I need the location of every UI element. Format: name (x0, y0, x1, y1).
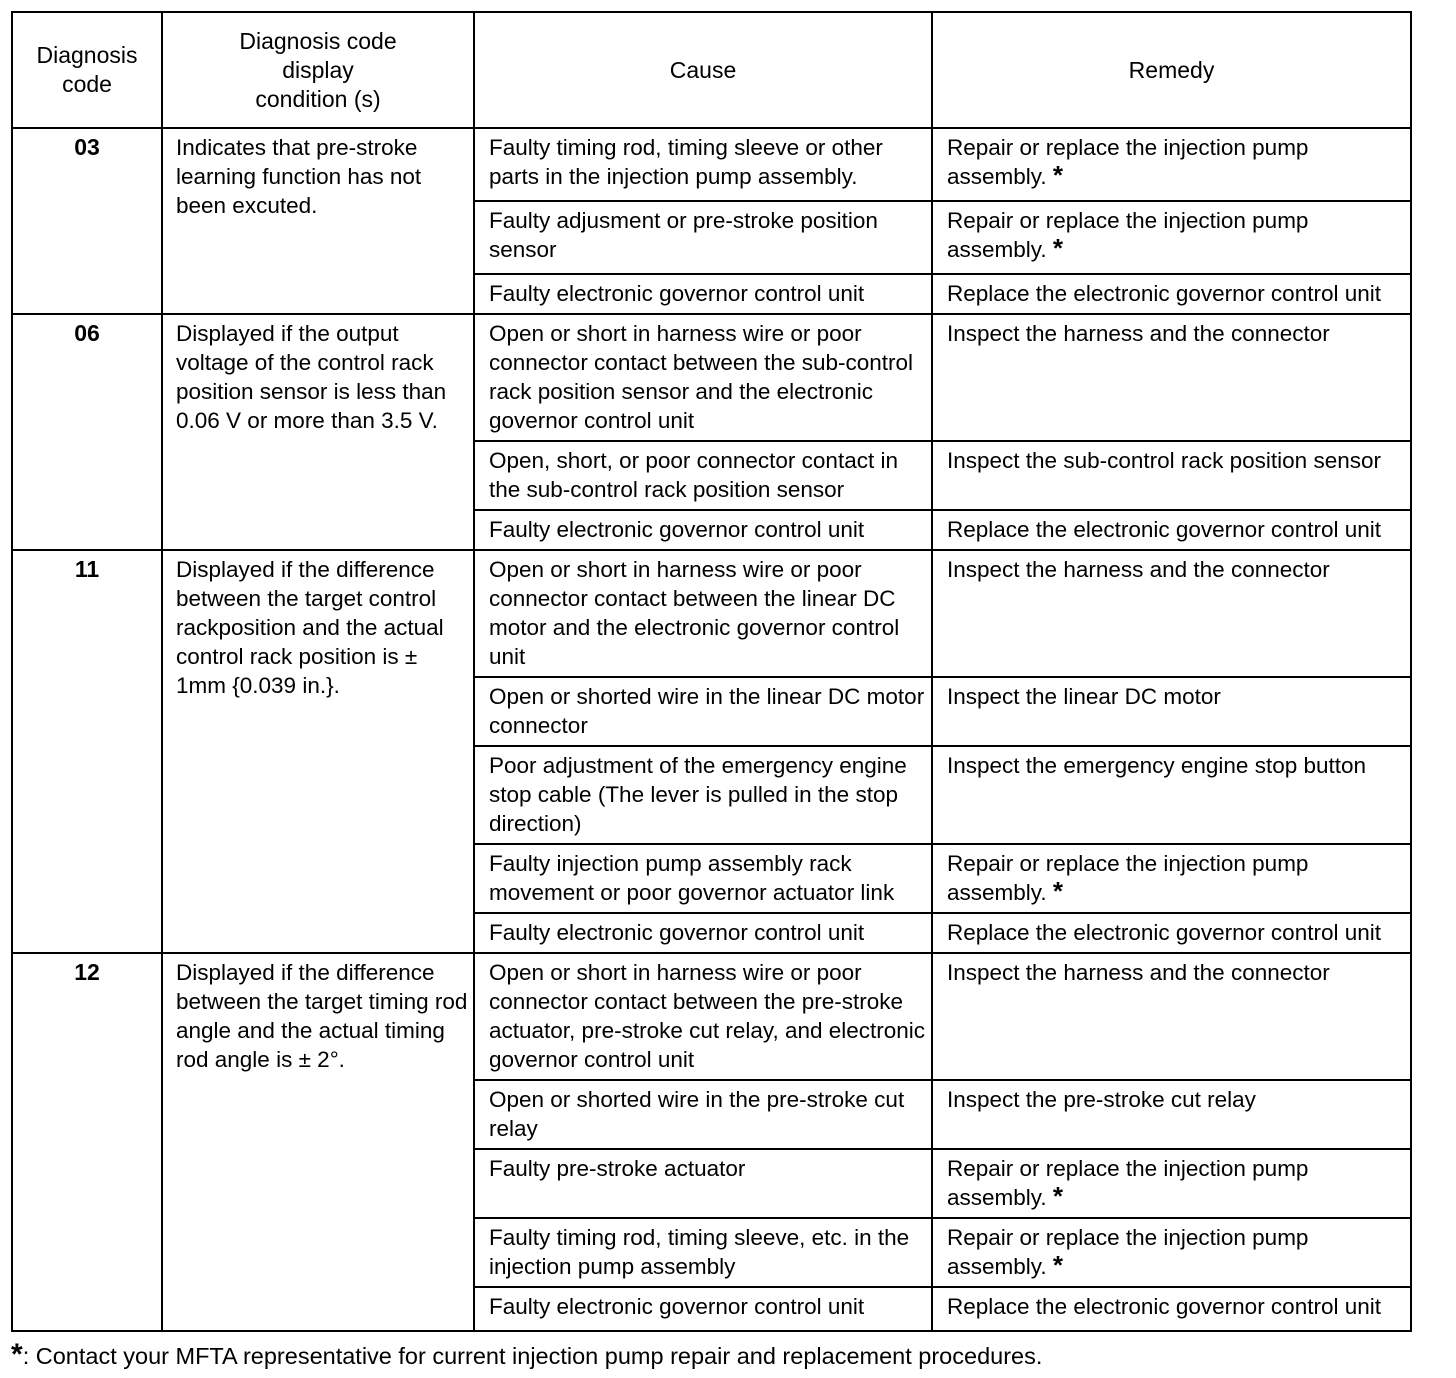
remedy-text: Repair or replace the injection pump assembly. (947, 135, 1309, 189)
cause-cell: Faulty adjusment or pre-stroke position sensor (474, 201, 932, 274)
remedy-text: Inspect the harness and the connector (947, 321, 1330, 346)
remedy-cell (932, 274, 1411, 314)
display-condition: Displayed if the difference between the target control rackposition and the actual control rack position is ± 1mm {0.039 in.}. (162, 550, 474, 953)
remedy-cell (932, 128, 1411, 201)
cause-cell: Faulty injection pump assembly rack movement or poor governor actuator link (474, 844, 932, 913)
asterisk-note-marker: * (1052, 233, 1064, 263)
footnote-text: : Contact your MFTA representative for current injection pump repair and replacement procedures. (22, 1343, 1043, 1369)
remedy-text: Inspect the sub-control rack position sensor (947, 448, 1381, 473)
cause-cell: Faulty electronic governor control unit (474, 1287, 932, 1331)
asterisk-note-marker: * (1052, 1181, 1064, 1211)
cause-cell: Open or short in harness wire or poor connector contact between the sub-control rack position sensor and the electronic governor control unit (474, 314, 932, 441)
cause-cell: Open or short in harness wire or poor connector contact between the linear DC motor and the electronic governor control unit (474, 550, 932, 677)
header-code: Diagnosis code (12, 12, 162, 128)
remedy-cell (932, 550, 1411, 677)
remedy-cell (932, 1080, 1411, 1149)
remedy-text: Repair or replace the injection pump assembly. (947, 208, 1309, 262)
cause-cell: Faulty timing rod, timing sleeve, etc. in the injection pump assembly (474, 1218, 932, 1287)
table-row (12, 550, 1411, 677)
diagnosis-code: 12 (12, 953, 162, 1331)
remedy-cell (932, 913, 1411, 953)
remedy-cell (932, 746, 1411, 844)
remedy-text: Repair or replace the injection pump assembly. (947, 851, 1309, 905)
display-condition: Displayed if the output voltage of the control rack position sensor is less than 0.06 V or more than 3.5 V. (162, 314, 474, 550)
remedy-cell (932, 1149, 1411, 1218)
remedy-text: Inspect the emergency engine stop button (947, 753, 1367, 778)
remedy-text: Replace the electronic governor control unit (947, 1294, 1381, 1319)
header-condition: Diagnosis code display condition (s) (162, 12, 474, 128)
table-row (12, 314, 1411, 441)
asterisk-note-marker: * (1052, 160, 1064, 190)
diagnosis-table (11, 11, 1412, 1332)
cause-cell: Poor adjustment of the emergency engine stop cable (The lever is pulled in the stop direction) (474, 746, 932, 844)
remedy-text: Inspect the linear DC motor (947, 684, 1221, 709)
table-row (12, 128, 1411, 201)
remedy-cell (932, 510, 1411, 550)
remedy-text: Inspect the harness and the connector (947, 557, 1330, 582)
remedy-cell (932, 1287, 1411, 1331)
cause-cell: Open or shorted wire in the pre-stroke cut relay (474, 1080, 932, 1149)
remedy-cell (932, 201, 1411, 274)
cause-cell: Faulty pre-stroke actuator (474, 1149, 932, 1218)
cause-cell: Faulty timing rod, timing sleeve or other parts in the injection pump assembly. (474, 128, 932, 201)
diagnosis-code: 11 (12, 550, 162, 953)
remedy-cell (932, 953, 1411, 1080)
remedy-cell (932, 314, 1411, 441)
remedy-text: Repair or replace the injection pump assembly. (947, 1225, 1309, 1279)
remedy-cell (932, 441, 1411, 510)
remedy-cell (932, 1218, 1411, 1287)
remedy-cell (932, 844, 1411, 913)
cause-cell: Open or shorted wire in the linear DC motor connector (474, 677, 932, 746)
footnote-asterisk: * (11, 1338, 23, 1371)
remedy-text: Inspect the pre-stroke cut relay (947, 1087, 1256, 1112)
remedy-text: Inspect the harness and the connector (947, 960, 1330, 985)
remedy-text: Replace the electronic governor control unit (947, 517, 1381, 542)
table-header-row (12, 12, 1411, 128)
remedy-cell (932, 677, 1411, 746)
header-remedy: Remedy (932, 12, 1411, 128)
cause-cell: Open or short in harness wire or poor connector contact between the pre-stroke actuator, pre-stroke cut relay, and electronic governor control unit (474, 953, 932, 1080)
display-condition: Displayed if the difference between the target timing rod angle and the actual timing rod angle is ± 2°. (162, 953, 474, 1331)
diagnosis-code: 03 (12, 128, 162, 314)
remedy-text: Replace the electronic governor control unit (947, 920, 1381, 945)
asterisk-note-marker: * (1052, 1250, 1064, 1280)
cause-cell: Faulty electronic governor control unit (474, 913, 932, 953)
cause-cell: Faulty electronic governor control unit (474, 510, 932, 550)
remedy-text: Repair or replace the injection pump assembly. (947, 1156, 1309, 1210)
cause-cell: Faulty electronic governor control unit (474, 274, 932, 314)
asterisk-note-marker: * (1052, 876, 1064, 906)
display-condition: Indicates that pre-stroke learning function has not been excuted. (162, 128, 474, 314)
table-body (12, 128, 1411, 1331)
diagnosis-code: 06 (12, 314, 162, 550)
footnote (11, 1340, 1042, 1371)
cause-cell: Open, short, or poor connector contact in the sub-control rack position sensor (474, 441, 932, 510)
header-cause: Cause (474, 12, 932, 128)
table-row (12, 953, 1411, 1080)
remedy-text: Replace the electronic governor control unit (947, 281, 1381, 306)
